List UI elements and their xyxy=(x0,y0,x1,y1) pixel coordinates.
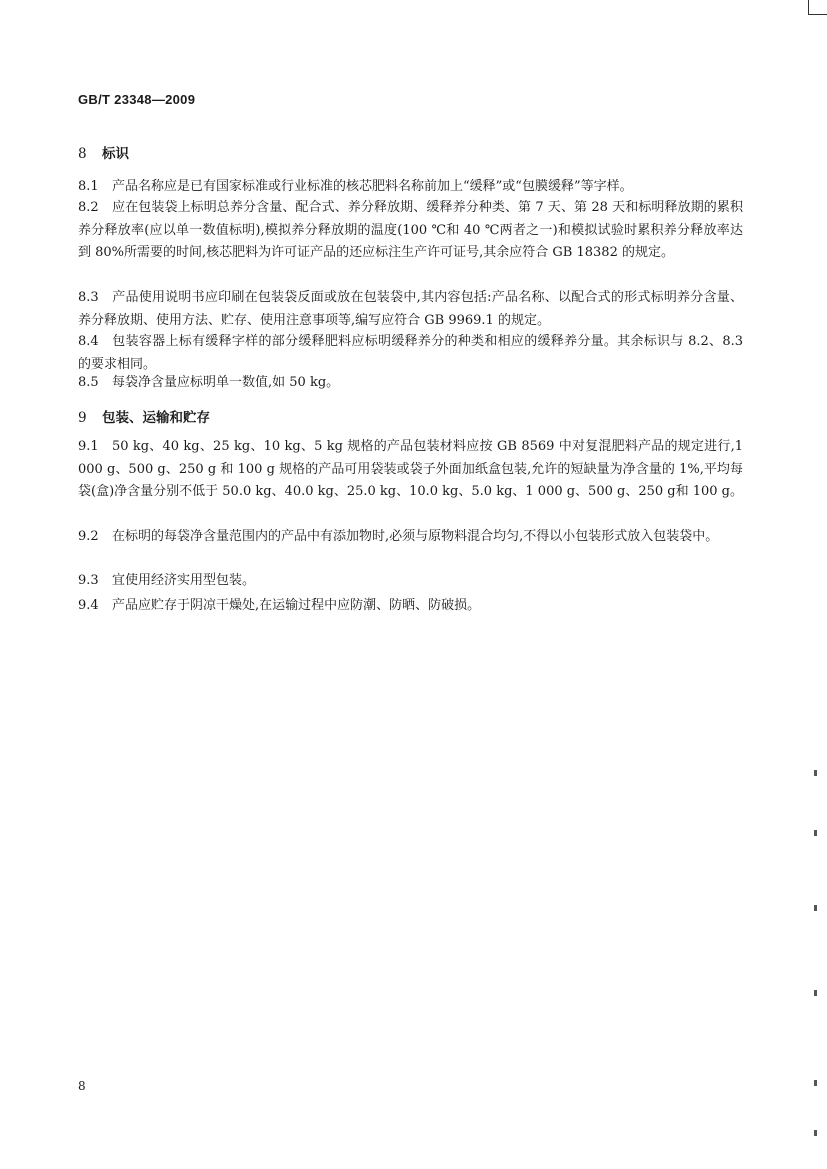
clause-text: 50 kg、40 kg、25 kg、10 kg、5 kg 规格的产品包装材料应按 GB 8569 中对复混肥料产品的规定进行,1 000 g、500 g、250 g 和 100 g 规格的产品可用袋装或袋子外面加纸盒包装,允许的短缺量为净含量的 1%,平均每袋(盒)净含量分别不低于 50.0 kg、40.0 kg、25.0 kg、10.0 kg、5.0 kg、1 000 g、500 g、250 g和 100 g。 xyxy=(78,439,743,499)
clause-8-3 xyxy=(78,287,743,332)
clause-text: 每袋净含量应标明单一数值,如 50 kg。 xyxy=(112,375,340,390)
section-8-title xyxy=(78,142,129,162)
clause-9-2 xyxy=(78,526,743,549)
clause-text: 产品使用说明书应印刷在包装袋反面或放在包装袋中,其内容包括:产品名称、以配合式的形式标明养分含量、养分释放期、使用方法、贮存、使用注意事项等,编写应符合 GB 9969.1 的规定。 xyxy=(78,290,743,328)
clause-8-5 xyxy=(78,372,743,395)
section-9-number: 9 xyxy=(78,410,87,426)
clause-number: 8.5 xyxy=(78,375,99,390)
clause-text: 在标明的每袋净含量范围内的产品中有添加物时,必须与原物料混合均匀,不得以小包装形式放入包装袋中。 xyxy=(112,529,719,544)
scan-mark xyxy=(814,905,817,911)
clause-number: 8.3 xyxy=(78,290,99,305)
clause-text: 产品名称应是已有国家标准或行业标准的核芯肥料名称前加上“缓释”或“包膜缓释”等字样。 xyxy=(112,179,633,194)
clause-9-1 xyxy=(78,436,743,504)
clause-number: 8.2 xyxy=(78,200,99,215)
clause-number: 9.4 xyxy=(78,598,99,613)
standard-code-header: GB/T 23348—2009 xyxy=(78,92,196,107)
section-8-number: 8 xyxy=(78,146,87,162)
scan-mark xyxy=(814,990,817,996)
clause-number: 9.3 xyxy=(78,573,99,588)
page-number: 8 xyxy=(78,1079,86,1093)
clause-text: 产品应贮存于阴凉干燥处,在运输过程中应防潮、防晒、防破损。 xyxy=(112,598,481,613)
scan-mark xyxy=(814,830,817,836)
clause-8-4 xyxy=(78,331,743,376)
scan-margin-marks xyxy=(807,0,817,1169)
section-9-heading: 包装、运输和贮存 xyxy=(102,410,210,426)
clause-text: 应在包装袋上标明总养分含量、配合式、养分释放期、缓释养分种类、第 7 天、第 28 天和标明释放期的累积养分释放率(应以单一数值标明),模拟养分释放期的温度(100 ℃和 40 ℃两者之一)和模拟试验时累积养分释放率达到 80%所需要的时间,核芯肥料为许可证产品的还应标注生产许可证号,其余应符合 GB 18382 的规定。 xyxy=(78,200,743,260)
scan-mark xyxy=(814,1130,817,1136)
section-9-title xyxy=(78,406,210,426)
clause-9-3 xyxy=(78,570,743,593)
clause-9-4 xyxy=(78,595,743,618)
scan-mark xyxy=(814,1080,817,1086)
clause-8-1 xyxy=(78,176,743,199)
clause-text: 包装容器上标有缓释字样的部分缓释肥料应标明缓释养分的种类和相应的缓释养分量。其余标识与 8.2、8.3 的要求相同。 xyxy=(78,334,743,372)
scan-mark xyxy=(814,770,817,776)
clause-number: 8.4 xyxy=(78,334,99,349)
clause-8-2 xyxy=(78,197,743,265)
clause-number: 9.2 xyxy=(78,529,99,544)
clause-text: 宜使用经济实用型包装。 xyxy=(112,573,256,588)
clause-number: 9.1 xyxy=(78,439,99,454)
section-8-heading: 标识 xyxy=(102,146,129,162)
clause-number: 8.1 xyxy=(78,179,99,194)
